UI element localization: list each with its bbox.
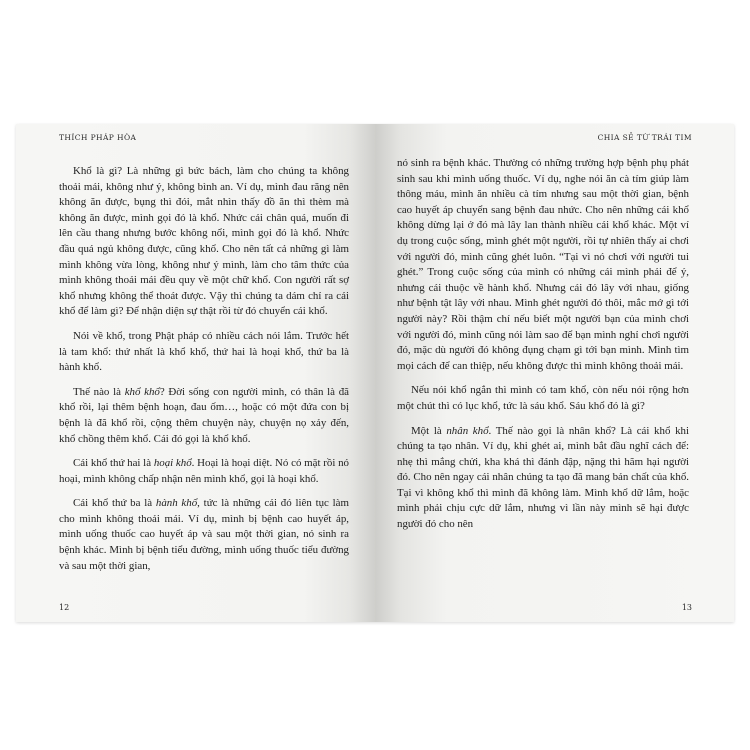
paragraph-text: . Hoại là hoại diệt. Nó có mặt rồi nó hoại, mình không chấp nhận nên mình khổ, gọi là hoại khổ. <box>59 457 349 485</box>
paragraph <box>59 496 349 574</box>
paragraph-text: , tức là những cái đó liên tục làm cho mình không thoải mái. Ví dụ, mình bị bệnh cao huyết áp, mình uống thuốc cao huyết áp và sau một thời gian, nó sinh ra bệnh khác. Mình bị bệnh tiểu đường, mình uống thuốc tiểu đường và sau một thời gian, <box>59 497 349 572</box>
paragraph-text: ? Đời sống con người mình, có thân là đã khổ rồi, lại thêm bệnh hoạn, đau ốm…, hoặc có một đứa con bị bệnh là đã khổ rồi, cộng thêm chuyện này, chuyện nọ xảy đến, khổ chồng thêm khổ. Cái đó gọi là khổ khổ. <box>59 385 349 445</box>
left-page <box>16 124 375 622</box>
paragraph <box>397 156 689 374</box>
paragraph-text: Nếu nói khổ ngắn thì mình có tam khổ, còn nếu nói rộng hơn một chút thì có lục khổ, tức là sáu khổ. Sáu khổ đó là gì? <box>397 384 689 412</box>
paragraph-text: Nói về khổ, trong Phật pháp có nhiều cách nói lắm. Trước hết là tam khổ: thứ nhất là khổ khổ, thứ hai là hoại khổ, thứ ba là hành khổ. <box>59 329 349 374</box>
emphasized-term: khổ khổ <box>124 385 160 398</box>
left-page-text <box>59 164 349 583</box>
book-spread <box>16 124 734 622</box>
running-head-right: CHIA SẺ TỪ TRÁI TIM <box>597 133 692 142</box>
paragraph-text: nó sinh ra bệnh khác. Thường có những trường hợp bệnh phụ phát sinh sau khi mình uống thuốc. Ví dụ, nghe nói ăn cà tím giúp làm thông máu, mình ăn nhiều cà tím nhưng sau một thời gian, bệnh cao huyết áp chuyển sang bệnh đau nhức. Cho nên những cái khổ không dừng lại ở đó mà lây lan thành nhiều cái khổ khác. Một ví dụ trong cuộc sống, mình ghét một người, rồi tự nhiên thấy ai chơi với người đó, mình cũng ghét luôn. “Tại vì nó chơi với người tui ghét.” Trong cuộc sống của mình có những cái mình phải để ý, nhưng cái thuộc về hành khổ. Nhưng cái đó lây với nhau, giống như bệnh tật lây với nhau. Mình ghét người đó thôi, mắc mớ gì tới người này? Rồi thậm chí nếu biết một người bạn của mình chơi với người đó, mình cũng nói làm sao để bạn mình nghỉ chơi người đó, mặc dù người đó không đụng chạm gì tới bạn mình. Mình tìm mọi cách để can thiệp, nếu không được thì mình không thoải mái. <box>397 157 689 372</box>
paragraph-text: . Thế nào gọi là nhân khổ? Là cái khổ khi chúng ta tạo nhân. Ví dụ, khi ghét ai, mình bắt đầu nghĩ cách để: nhẹ thì mắng chửi, kha khá thì đánh đập, nặng thì hãm hại người đó. Cho nên ngay cái nhân chúng ta tạo đã mang bản chất của khổ. Tại vì không khổ thì mình đã không làm. Mình khổ dữ lắm, hoặc mình phải chịu cực dữ lắm, nhưng vì lần này mình sẽ hại được người đó cho nên <box>397 424 689 531</box>
paragraph <box>59 329 349 376</box>
paragraph <box>59 456 349 487</box>
paragraph-text: Cái khổ thứ ba là <box>73 497 156 510</box>
paragraph <box>397 383 689 414</box>
emphasized-term: hành khổ <box>155 497 198 510</box>
right-page <box>375 124 734 622</box>
right-page-text <box>397 156 689 542</box>
paragraph <box>59 385 349 447</box>
paragraph-text: Thế nào là <box>73 385 125 398</box>
paragraph-text: Khổ là gì? Là những gì bức bách, làm cho chúng ta không thoải mái, không như ý, không bình an. Ví dụ, mình đau răng nên không ăn được, bụng thì đói, mắt nhìn thấy đồ ăn thì thèm mà không ăn được, mình gọi đó là khổ. Nhức cái chân quá, muốn đi lên cầu thang nhưng bước không nổi, mình gọi đó là khổ. Nhức đầu quá ngủ không được, cũng khổ. Cho nên tất cả những gì làm mình không vừa lòng, không như ý mình, làm cho tâm thức của mình không thoải mái đều quy về một chữ khổ. Con người rất sợ khổ nhưng không thể thoát được. Vậy thì chúng ta dám chỉ ra cái khổ để làm gì? Để nhận diện sự thật rồi từ đó chuyển cái khổ. <box>59 165 349 318</box>
paragraph <box>397 424 689 533</box>
paragraph-text: Một là <box>411 424 447 437</box>
paragraph <box>59 164 349 320</box>
emphasized-term: hoại khổ <box>153 457 192 470</box>
page-number-right: 13 <box>681 603 692 612</box>
emphasized-term: nhân khổ <box>446 424 489 437</box>
page-number-left: 12 <box>59 603 70 612</box>
paragraph-text: Cái khổ thứ hai là <box>73 457 154 470</box>
running-head-left: THÍCH PHÁP HÒA <box>59 133 137 142</box>
